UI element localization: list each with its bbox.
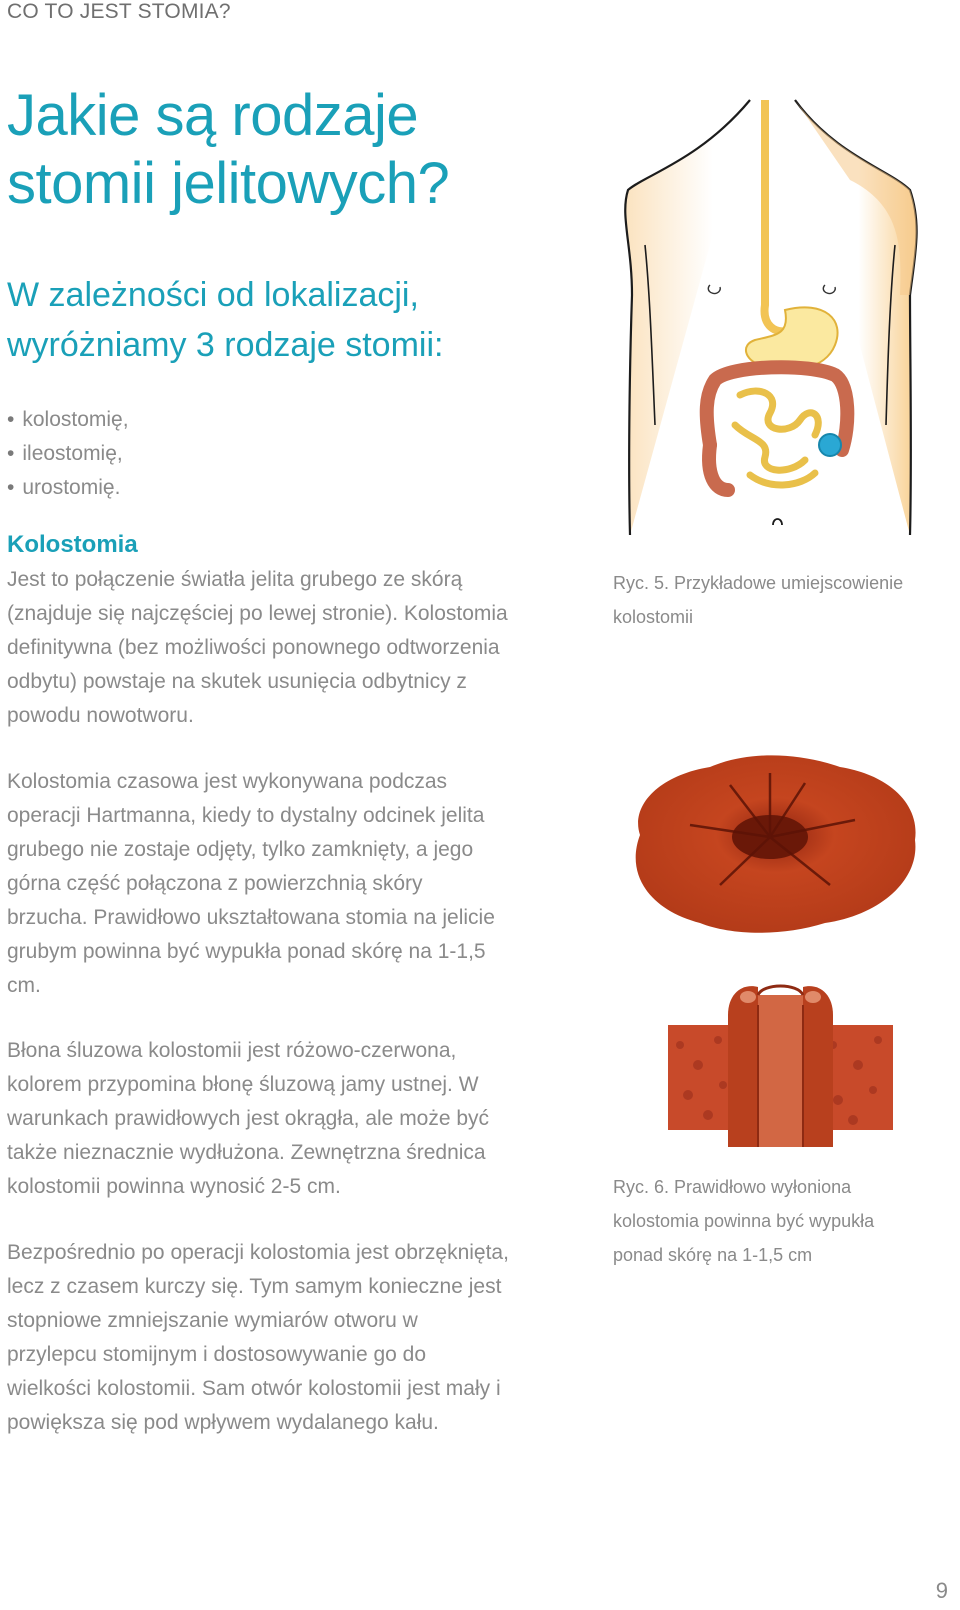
page-title-line-2: stomii jelitowych? xyxy=(7,151,450,216)
intro-line-2: wyróżniamy 3 rodzaje stomii: xyxy=(7,326,444,364)
section-heading-kolostomia: Kolostomia xyxy=(7,531,138,558)
paragraph-temporary: Kolostomia czasowa jest wykonywana podczas operacji Hartmanna, kiedy to dystalny odcinek jelita grubego nie zostaje odjęty, tylko zamknięty, a jego górna część połączona z powierzchnią skóry brzucha. Prawidłowo ukształtowana stomia na jelicie grubym powinna być wypukła ponad skórę na 1-1,5 cm. xyxy=(7,770,495,997)
page-title-line-1: Jakie są rodzaje xyxy=(7,83,419,148)
torso-digestive-illustration xyxy=(610,95,935,545)
figure-6-caption: Ryc. 6. Prawidłowo wyłoniona kolostomia powinna być wypukła ponad skórę na 1-1,5 cm xyxy=(613,1177,875,1265)
stoma-top-view-illustration xyxy=(620,745,925,945)
section-label: CO TO JEST STOMIA? xyxy=(7,0,231,23)
list-item: • urostomię. xyxy=(7,471,129,505)
paragraph-definition: Jest to połączenie światła jelita grubego ze skórą (znajduje się najczęściej po lewej stronie). Kolostomia definitywna (bez możliwości ponownego odtworzenia odbytu) powstaje na skutek usunięcia odbytnicy z powodu nowotworu. xyxy=(7,568,508,727)
list-item: • kolostomię, xyxy=(7,403,129,437)
page-title xyxy=(7,82,449,218)
stoma-cross-section-illustration xyxy=(668,975,893,1150)
intro-line-1: W zależności od lokalizacji, xyxy=(7,276,419,314)
page-number: 9 xyxy=(935,1578,948,1603)
paragraph-postop: Bezpośrednio po operacji kolostomia jest obrzęknięta, lecz z czasem kurczy się. Tym samym konieczne jest stopniowe zmniejszanie wymiarów otworu w przylepcu stomijnym i dostosowywanie go do wielkości kolostomii. Sam otwór kolostomii jest mały i powiększa się pod wpływem wydalanego kału. xyxy=(7,1241,509,1434)
list-item: • ileostomię, xyxy=(7,437,129,471)
stoma-types-list xyxy=(7,403,129,505)
paragraph-mucosa: Błona śluzowa kolostomii jest różowo-czerwona, kolorem przypomina błonę śluzową jamy ustnej. W warunkach prawidłowych jest okrągła, ale może być także nieznacznie wydłużona. Zewnętrzna średnica kolostomii powinna wynosić 2-5 cm. xyxy=(7,1039,490,1198)
figure-5-caption: Ryc. 5. Przykładowe umiejscowienie kolostomii xyxy=(613,573,904,627)
intro-subtitle xyxy=(7,270,443,370)
